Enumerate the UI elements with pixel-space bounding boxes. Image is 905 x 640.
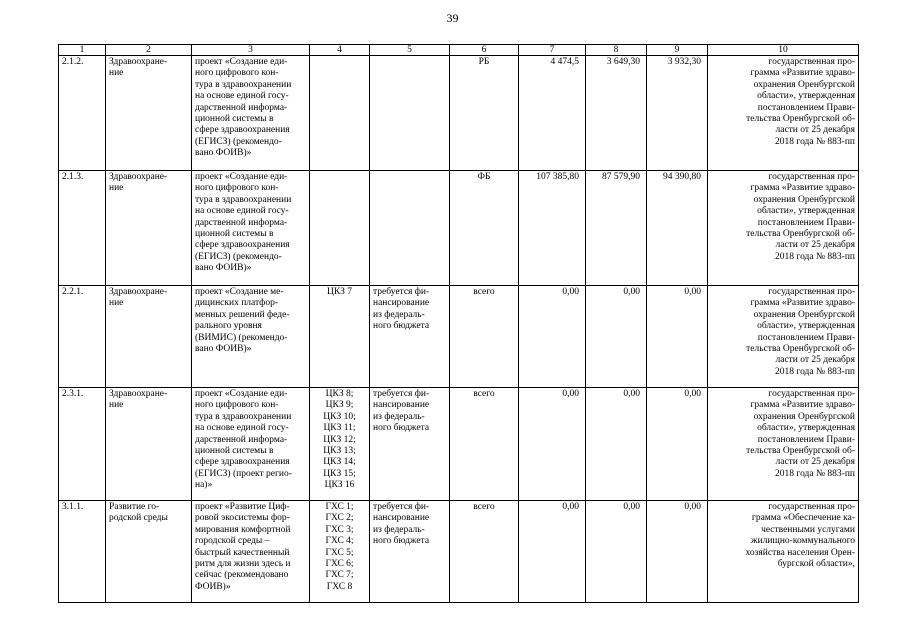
project-cell: проект «Развитие Циф- ровой экосистемы фор- мирования комфортной городской среды – быстрый качественный ритм для жизни здесь и сейчас (рекомендовано ФОИВ)» (192, 501, 310, 603)
header-cell: 6 (450, 45, 519, 56)
table-row (59, 501, 859, 603)
table-row (59, 286, 859, 388)
value-7-cell: 4 474,5 (519, 56, 586, 171)
value-7-cell: 0,00 (519, 286, 586, 388)
funding-cell: требуется фи- нансирование из федераль- ного бюджета (370, 286, 450, 388)
row-number: 2.3.1. (59, 388, 106, 501)
codes-cell: ЦКЗ 7 (310, 286, 370, 388)
value-8-cell: 3 649,30 (586, 56, 647, 171)
project-cell: проект «Создание еди- ного цифрового кон- тура в здравоохранении на основе единой госу- дарственной информа- ционной системы в сфере здравоохранения (ЕГИСЗ) (рекомендо- вано ФОИВ)» (192, 171, 310, 286)
source-cell: РБ (450, 56, 519, 171)
page-number: 39 (446, 11, 459, 25)
header-cell: 8 (586, 45, 647, 56)
project-cell: проект «Создание еди- ного цифрового кон- тура в здравоохранении на основе единой госу- дарственной информа- ционной системы в сфере здравоохранения (ЕГИСЗ) (рекомендо- вано ФОИВ)» (192, 56, 310, 171)
value-8-cell: 0,00 (586, 501, 647, 603)
row-number: 2.2.1. (59, 286, 106, 388)
sphere-cell: Здравоохране- ние (106, 286, 192, 388)
value-7-cell: 107 385,80 (519, 171, 586, 286)
codes-cell (310, 56, 370, 171)
value-9-cell: 94 390,80 (647, 171, 708, 286)
source-cell: ФБ (450, 171, 519, 286)
data-table (58, 44, 859, 603)
header-cell: 10 (708, 45, 859, 56)
program-cell: государственная про- грамма «Развитие здраво- охранения Оренбургской области», утвержденная постановлением Прави- тельства Оренбургской об- ласти от 25 декабря 2018 года № 883-пп (708, 171, 859, 286)
funding-cell (370, 56, 450, 171)
header-cell: 4 (310, 45, 370, 56)
codes-cell (310, 171, 370, 286)
funding-cell: требуется фи- нансирование из федераль- ного бюджета (370, 388, 450, 501)
value-9-cell: 3 932,30 (647, 56, 708, 171)
source-cell: всего (450, 388, 519, 501)
table-row (59, 56, 859, 171)
codes-cell: ЦКЗ 8; ЦКЗ 9; ЦКЗ 10; ЦКЗ 11; ЦКЗ 12; ЦКЗ 13; ЦКЗ 14; ЦКЗ 15; ЦКЗ 16 (310, 388, 370, 501)
row-number: 2.1.3. (59, 171, 106, 286)
header-cell: 5 (370, 45, 450, 56)
codes-cell: ГХС 1; ГХС 2; ГХС 3; ГХС 4; ГХС 5; ГХС 6; ГХС 7; ГХС 8 (310, 501, 370, 603)
sphere-cell: Здравоохране- ние (106, 388, 192, 501)
header-row (59, 45, 859, 56)
row-number: 2.1.2. (59, 56, 106, 171)
value-7-cell: 0,00 (519, 501, 586, 603)
source-cell: всего (450, 286, 519, 388)
value-8-cell: 0,00 (586, 388, 647, 501)
funding-cell: требуется фи- нансирование из федераль- ного бюджета (370, 501, 450, 603)
header-cell: 7 (519, 45, 586, 56)
value-9-cell: 0,00 (647, 286, 708, 388)
sphere-cell: Развитие го- родской среды (106, 501, 192, 603)
table-row (59, 171, 859, 286)
header-cell: 9 (647, 45, 708, 56)
source-cell: всего (450, 501, 519, 603)
program-cell: государственная про- грамма «Обеспечение ка- чественными услугами жилищно-коммунального хозяйства населения Орен- бургской области», (708, 501, 859, 603)
table-row (59, 388, 859, 501)
header-cell: 2 (106, 45, 192, 56)
program-cell: государственная про- грамма «Развитие здраво- охранения Оренбургской области», утвержденная постановлением Прави- тельства Оренбургской об- ласти от 25 декабря 2018 года № 883-пп (708, 388, 859, 501)
value-8-cell: 0,00 (586, 286, 647, 388)
header-cell: 1 (59, 45, 106, 56)
project-cell: проект «Создание ме- дицинских платфор- менных решений феде- рального уровня (ВИМИС) (рекомендо- вано ФОИВ)» (192, 286, 310, 388)
row-number: 3.1.1. (59, 501, 106, 603)
value-9-cell: 0,00 (647, 501, 708, 603)
program-cell: государственная про- грамма «Развитие здраво- охранения Оренбургской области», утвержденная постановлением Прави- тельства Оренбургской об- ласти от 25 декабря 2018 года № 883-пп (708, 56, 859, 171)
project-cell: проект «Создание еди- ного цифрового кон- тура в здравоохранении на основе единой госу- дарственной информа- ционной системы в сфере здравоохранения (ЕГИСЗ) (проект регио- на)» (192, 388, 310, 501)
funding-cell (370, 171, 450, 286)
sphere-cell: Здравоохране- ние (106, 56, 192, 171)
header-cell: 3 (192, 45, 310, 56)
value-8-cell: 87 579,90 (586, 171, 647, 286)
sphere-cell: Здравоохране- ние (106, 171, 192, 286)
value-9-cell: 0,00 (647, 388, 708, 501)
value-7-cell: 0,00 (519, 388, 586, 501)
program-cell: государственная про- грамма «Развитие здраво- охранения Оренбургской области», утвержденная постановлением Прави- тельства Оренбургской об- ласти от 25 декабря 2018 года № 883-пп (708, 286, 859, 388)
